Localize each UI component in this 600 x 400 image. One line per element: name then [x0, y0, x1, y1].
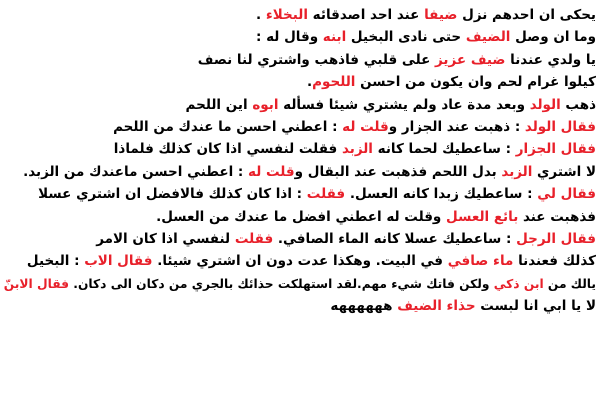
text-segment: كذلك فعندنا	[513, 253, 596, 270]
text-segment: : اعطني احسن ماعندك من الزبد.	[23, 163, 249, 180]
story-line-5	[4, 94, 596, 116]
story-line-2	[4, 26, 596, 48]
text-segment: عند احد اصدقائه	[307, 7, 425, 23]
text-segment: فقلت لنفسي اذا كان كذلك فلماذا	[113, 141, 342, 158]
story-line-3	[4, 49, 596, 71]
text-segment: وقلت له اعطني افضل ما عندك من العسل.	[156, 208, 447, 225]
highlighted-phrase: الزبد	[341, 141, 373, 158]
highlighted-phrase: ماء صافي	[447, 253, 514, 270]
text-segment: وما ان وصل	[510, 29, 596, 46]
highlighted-phrase: فقلت	[234, 230, 274, 247]
highlighted-phrase: الضيف	[465, 29, 511, 46]
highlighted-phrase: فقال الابنّ	[4, 276, 70, 291]
text-segment: حتى نادى البخيل	[346, 29, 466, 46]
story-line-12	[4, 250, 596, 272]
highlighted-phrase: ضيفا	[424, 7, 458, 23]
text-segment: وبعد مدة عاد ولم يشتري شيئا فسأله	[278, 96, 530, 113]
highlighted-phrase: ضيف عزيز	[435, 51, 506, 68]
text-segment: لا اشتري	[532, 163, 596, 180]
story-line-4	[4, 71, 596, 93]
highlighted-phrase: فقال الجزار	[515, 141, 596, 158]
highlighted-phrase: بائع العسل	[446, 208, 519, 225]
text-segment: : ذهبت عند الجزار و	[388, 118, 525, 135]
text-segment: ذهب	[560, 96, 596, 113]
text-segment: بدل اللحم فذهبت عند البقال و	[294, 163, 502, 180]
highlighted-phrase: قلت له	[342, 118, 389, 135]
text-segment: كيلوا غرام لحم وان يكون من احسن	[355, 74, 596, 91]
highlighted-phrase: اللحوم	[312, 74, 356, 91]
highlighted-phrase: ابوه	[252, 96, 279, 113]
text-segment: : اعطني احسن ما عندك من اللحم	[113, 118, 343, 135]
text-segment: فذهبت عند	[518, 208, 596, 225]
text-segment: لنفسي اذا كان الامر	[96, 230, 235, 247]
text-segment: لا يا ابي انا لبست	[475, 298, 596, 315]
highlighted-phrase: الولد	[529, 96, 561, 113]
highlighted-phrase: الزبد	[501, 163, 533, 180]
highlighted-phrase: حذاء الضيف	[397, 298, 476, 315]
highlighted-phrase: قلت له	[248, 163, 295, 180]
text-segment: يا ولدي عندنا	[505, 51, 596, 68]
text-segment: ههههههه	[330, 298, 398, 315]
highlighted-phrase: فقلت	[306, 186, 346, 203]
story-line-10	[4, 206, 596, 228]
story-text-block	[4, 4, 596, 396]
text-segment: يالك من	[543, 276, 596, 291]
text-segment: : ساعطيك لحما كانه	[372, 141, 516, 158]
highlighted-phrase: البخلاء	[265, 7, 308, 23]
text-segment: .	[256, 7, 266, 23]
text-segment: : ساعطيك عسلا كانه الماء الصافي.	[273, 230, 517, 247]
highlighted-phrase: فقال الاب	[84, 253, 153, 270]
story-line-9	[4, 183, 596, 205]
highlighted-phrase: فقال لي	[537, 186, 596, 203]
story-line-14	[4, 295, 596, 317]
highlighted-phrase: فقال الولد	[524, 118, 596, 135]
text-segment: على قلبي فاذهب واشتري لنا نصف	[197, 51, 436, 68]
story-line-6	[4, 116, 596, 138]
text-segment: : البخيل	[26, 253, 85, 270]
story-line-1	[4, 4, 596, 26]
text-segment: في البيت. وهكذا عدت دون ان اشتري شيئا.	[152, 253, 448, 270]
text-segment: .	[306, 74, 313, 91]
text-segment: : ساعطيك زبدا كانه العسل.	[345, 186, 538, 203]
story-line-7	[4, 138, 596, 160]
highlighted-phrase: ابنه	[322, 29, 347, 46]
story-line-13	[4, 273, 596, 295]
text-segment: : اذا كان كذلك فالافضل ان اشتري عسلا	[38, 186, 307, 203]
story-line-8	[4, 161, 596, 183]
text-segment: اين اللحم	[185, 96, 253, 113]
highlighted-phrase: ابن ذكي	[493, 276, 544, 291]
highlighted-phrase: فقال الرجل	[516, 230, 596, 247]
text-segment: ولكن فاتك شيء مهم.لقد استهلكت حذائك بالجري من دكان الى دكان.	[69, 276, 494, 291]
text-segment: يحكى ان احدهم نزل	[457, 7, 596, 23]
story-line-11	[4, 228, 596, 250]
text-segment: وقال له :	[256, 29, 323, 46]
